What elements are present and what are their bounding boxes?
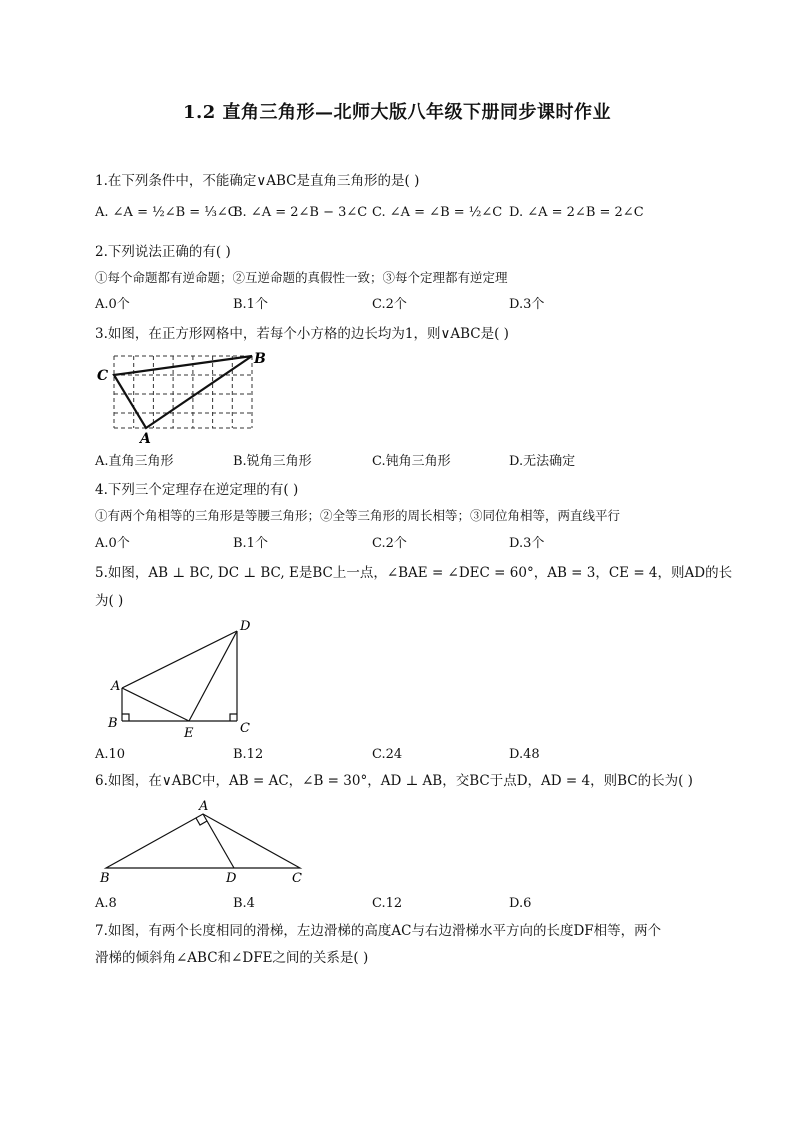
question-2-statements: ①每个命题都有逆命题；②互逆命题的真假性一致；③每个定理都有逆定理 [95,270,508,285]
segment-ae [122,688,189,721]
q6-option-a: A.8 [95,896,117,911]
question-5-stem-cont: 为( ) [95,593,124,609]
q1-option-a: A. ∠A = ½∠B = ⅓∠C [95,205,238,220]
question-4-statements: ①有两个角相等的三角形是等腰三角形；②全等三角形的周长相等；③同位角相等，两直线平行 [95,508,621,523]
label-c: C [240,721,250,736]
q3-option-b: B.锐角三角形 [233,454,312,469]
label-d: D [226,871,237,886]
right-angle-b [122,714,129,721]
quadrilateral-figure [104,616,264,742]
page-title: 1.2 直角三角形—北师大版八年级下册同步课时作业 [182,102,612,123]
triangle-abc [114,356,252,428]
label-b: B [108,716,118,731]
q5-option-a: A.10 [95,747,126,762]
q6-option-d: D.6 [509,896,532,911]
q5-option-c: C.24 [372,747,403,762]
question-7-stem: 7.如图，有两个长度相同的滑梯，左边滑梯的高度AC与右边滑梯水平方向的长度DF相等，两个 [95,923,662,939]
q6-option-b: B.4 [233,896,255,911]
q3-option-a: A.直角三角形 [95,454,174,469]
right-angle-c [230,714,237,721]
label-e: E [184,726,194,741]
q1-option-c: C. ∠A = ∠B = ½∠C [372,205,503,220]
q4-option-c: C.2个 [372,536,407,551]
label-a: A [199,799,209,814]
question-1-stem: 1.在下列条件中，不能确定∨ABC是直角三角形的是( ) [95,173,420,189]
question-6-stem: 6.如图，在∨ABC中，AB = AC，∠B = 30°，AD ⊥ AB，交BC于点D，AD = 4，则BC的长为( ) [95,773,693,789]
q2-option-a: A.0个 [95,297,130,312]
question-2-stem: 2.下列说法正确的有( ) [95,244,231,260]
label-d: D [240,619,251,634]
q4-option-b: B.1个 [233,536,268,551]
segment-de [189,631,237,721]
q2-option-d: D.3个 [509,297,545,312]
question-4-stem: 4.下列三个定理存在逆定理的有( ) [95,482,299,498]
triangle-abc [106,814,300,868]
grid-triangle-figure [94,348,274,446]
label-b: B [254,351,266,367]
q1-option-b: B. ∠A = 2∠B − 3∠C [233,205,368,220]
q3-option-d: D.无法确定 [509,454,576,469]
q5-option-b: B.12 [233,747,264,762]
q1-option-d: D. ∠A = 2∠B = 2∠C [509,205,644,220]
label-a: A [111,679,121,694]
question-7-stem-cont: 滑梯的倾斜角∠ABC和∠DFE之间的关系是( ) [95,950,369,966]
label-c: C [292,871,302,886]
q6-option-c: C.12 [372,896,403,911]
q2-option-b: B.1个 [233,297,268,312]
question-3-stem: 3.如图，在正方形网格中，若每个小方格的边长均为1，则∨ABC是( ) [95,326,509,342]
label-b: B [100,871,110,886]
square-grid [114,356,252,428]
segment-ad [122,631,237,688]
label-c: C [97,368,109,384]
q3-option-c: C.钝角三角形 [372,454,451,469]
q2-option-c: C.2个 [372,297,407,312]
q4-option-a: A.0个 [95,536,130,551]
label-a: A [140,431,151,446]
question-5-stem: 5.如图，AB ⊥ BC, DC ⊥ BC, E是BC上一点，∠BAE = ∠DEC = 60°，AB = 3，CE = 4，则AD的长 [95,565,733,581]
q4-option-d: D.3个 [509,536,545,551]
isosceles-triangle-figure [94,796,314,888]
q5-option-d: D.48 [509,747,540,762]
